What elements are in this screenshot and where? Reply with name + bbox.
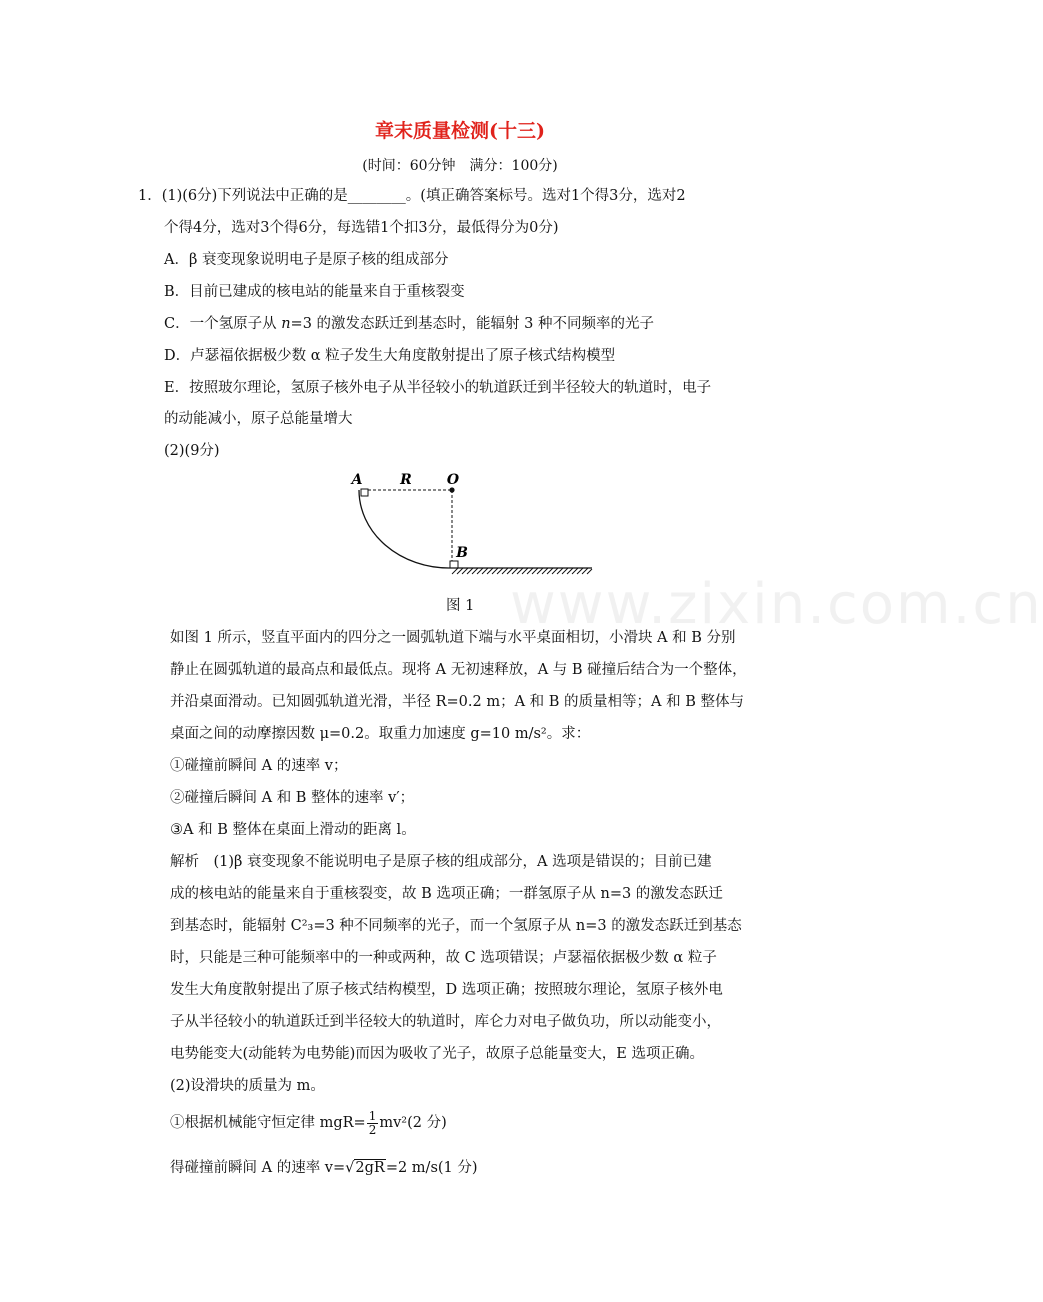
option-e-line1: E．按照玻尔理论，氢原子核外电子从半径较小的轨道跃迁到半径较大的轨道时，电子 — [164, 380, 712, 396]
option-b: B．目前已建成的核电站的能量来自于重核裂变 — [164, 284, 465, 300]
label-o: O — [446, 472, 460, 488]
fraction-denominator: 2 — [368, 1122, 377, 1137]
label-r: R — [400, 472, 412, 488]
block-b — [450, 561, 458, 568]
center-point — [449, 487, 454, 492]
solution-line2: 成的核电站的能量来自于重核裂变，故 B 选项正确；一群氢原子从 n=3 的激发态跃迁 — [170, 886, 723, 902]
solution-line10 — [170, 1158, 478, 1178]
page-title: 章末质量检测(十三) — [375, 120, 545, 142]
fraction-half — [367, 1110, 379, 1137]
question-3: ③A 和 B 整体在桌面上滑动的距离 l。 — [170, 822, 416, 838]
label-b: B — [456, 545, 468, 561]
q1-line2: 个得4分，选对3个得6分，每选错1个扣3分，最低得分为0分) — [164, 220, 559, 236]
question-1: ①碰撞前瞬间 A 的速率 v； — [170, 758, 348, 774]
block-a — [361, 489, 368, 496]
arc-track — [359, 490, 449, 568]
figure-caption: 图 1 — [446, 598, 475, 614]
solution-line4: 时，只能是三种可能频率中的一种或两种，故 C 选项错误；卢瑟福依据极少数 α 粒子 — [170, 950, 717, 966]
label-a: A — [351, 472, 363, 488]
sqrt-radicand: 2gR — [355, 1160, 385, 1176]
solution-line8: (2)设滑块的质量为 m。 — [170, 1078, 325, 1094]
option-e-line2: 的动能减小，原子总能量增大 — [164, 411, 353, 427]
watermark: www.zixin.com.cn — [510, 572, 1043, 637]
solution-line5: 发生大角度散射提出了原子核式结构模型，D 选项正确；按照玻尔理论，氢原子核外电 — [170, 982, 723, 998]
fraction-numerator: 1 — [368, 1108, 377, 1123]
energy-eq-post: mv²(2 分) — [379, 1115, 447, 1131]
exam-info: (时间：60分钟 满分：100分) — [362, 158, 558, 174]
sqrt-sign: √ — [345, 1160, 355, 1176]
q1-line1: 1．(1)(6分)下列说法中正确的是________。(填正确答案标号。选对1个得3分，选对2 — [138, 188, 686, 204]
problem-line1: 如图 1 所示，竖直平面内的四分之一圆弧轨道下端与水平桌面相切，小滑块 A 和 B 分别 — [170, 630, 736, 646]
question-2: ②碰撞后瞬间 A 和 B 整体的速率 v′； — [170, 790, 415, 806]
part2-label: (2)(9分) — [164, 443, 220, 459]
solution-line9 — [170, 1108, 447, 1138]
solution-line3: 到基态时，能辐射 C²₃=3 种不同频率的光子，而一个氢原子从 n=3 的激发态跃迁到基态 — [170, 918, 742, 934]
velocity-eq-pre: 得碰撞前瞬间 A 的速率 v= — [170, 1160, 346, 1176]
problem-line4: 桌面之间的动摩擦因数 μ=0.2。取重力加速度 g=10 m/s²。求： — [170, 726, 591, 742]
option-c-var: n — [281, 316, 291, 332]
solution-line1: 解析 (1)β 衰变现象不能说明电子是原子核的组成部分，A 选项是错误的；目前已建 — [170, 854, 712, 870]
energy-eq-pre: ①根据机械能守恒定律 mgR= — [170, 1115, 366, 1131]
option-c-pre: C．一个氢原子从 — [164, 316, 282, 332]
option-a: A．β 衰变现象说明电子是原子核的组成部分 — [164, 252, 449, 268]
option-d: D．卢瑟福依据极少数 α 粒子发生大角度散射提出了原子核式结构模型 — [164, 348, 616, 364]
solution-line7: 电势能变大(动能转为电势能)而因为吸收了光子，故原子总能量变大，E 选项正确。 — [170, 1046, 705, 1062]
problem-line2: 静止在圆弧轨道的最高点和最低点。现将 A 无初速释放，A 与 B 碰撞后结合为一个整体， — [170, 662, 747, 678]
solution-line6: 子从半径较小的轨道跃迁到半径较大的轨道时，库仑力对电子做负功，所以动能变小， — [170, 1014, 721, 1030]
option-c — [164, 314, 654, 334]
figure-1 — [340, 462, 600, 587]
problem-line3: 并沿桌面滑动。已知圆弧轨道光滑，半径 R=0.2 m；A 和 B 的质量相等；A 和 B 整体与 — [170, 694, 745, 710]
option-c-post: =3 的激发态跃迁到基态时，能辐射 3 种不同频率的光子 — [290, 316, 654, 332]
velocity-eq-post: =2 m/s(1 分) — [385, 1160, 478, 1176]
